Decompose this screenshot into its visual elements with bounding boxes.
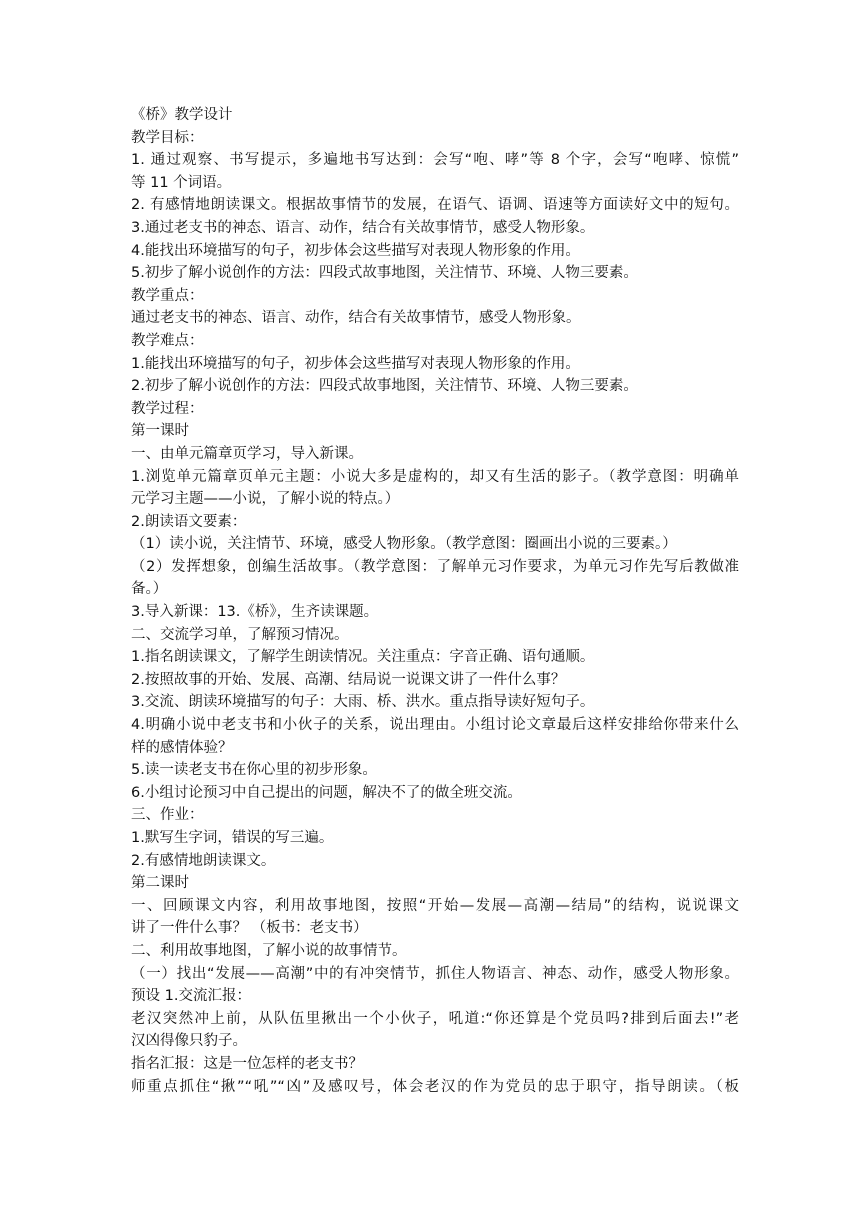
document-line: 一、回顾课文内容，利用故事地图，按照“开始—发展—高潮—结局”的结构，说说课文 — [131, 897, 739, 914]
document-line: 4.能找出环境描写的句子，初步体会这些描写对表现人物形象的作用。 — [131, 242, 580, 259]
document-line: 4.明确小说中老支书和小伙子的关系，说出理由。小组讨论文章最后这样安排给你带来什么 — [131, 717, 739, 734]
document-line: 指名汇报：这是一位怎样的老支书？ — [131, 1055, 363, 1072]
document-line: 1.浏览单元篇章页单元主题：小说大多是虚构的，却又有生活的影子。（教学意图：明确单 — [131, 468, 739, 485]
document-line: 元学习主题——小说，了解小说的特点。） — [131, 491, 400, 508]
document-line: 2. 有感情地朗读课文。根据故事情节的发展，在语气、语调、语速等方面读好文中的短句。 — [131, 197, 739, 214]
document-line: 老汉突然冲上前，从队伍里揪出一个小伙子，吼道:“你还算是个党员吗?排到后面去!”老 — [131, 1010, 739, 1027]
document-line: 通过老支书的神态、语言、动作，结合有关故事情节，感受人物形象。 — [131, 310, 581, 327]
document-line: 汉凶得像只豹子。 — [131, 1033, 247, 1050]
document-line: 1. 通过观察、书写提示，多遍地书写达到：会写“咆、哮”等 8 个字，会写“咆哮、惊慌” — [131, 152, 739, 169]
document-line: 备。） — [131, 581, 168, 598]
document-line: 一、由单元篇章页学习，导入新课。 — [131, 445, 363, 462]
document-line: 二、利用故事地图，了解小说的故事情节。 — [131, 942, 407, 959]
document-line: 教学过程： — [131, 400, 204, 417]
document-line: 3.通过老支书的神态、语言、动作，结合有关故事情节，感受人物形象。 — [131, 219, 595, 236]
document-line: 2.按照故事的开始、发展、高潮、结局说一说课文讲了一件什么事？ — [131, 671, 566, 688]
document-line: 第一课时 — [131, 423, 189, 440]
document-line: 1.指名朗读课文，了解学生朗读情况。关注重点：字音正确、语句通顺。 — [131, 649, 595, 666]
document-line: （1）读小说，关注情节、环境，感受人物形象。（教学意图：圈画出小说的三要素。） — [131, 536, 677, 553]
document-line: （一）找出“发展——高潮”中的有冲突情节，抓住人物语言、神态、动作，感受人物形象。 — [131, 965, 739, 982]
document-line: 师重点抓住“揪”“吼”“凶”及感叹号，体会老汉的作为党员的忠于职守，指导朗读。（板 — [131, 1078, 739, 1095]
document-line: 2.有感情地朗读课文。 — [131, 852, 276, 869]
document-line: 2.初步了解小说创作的方法：四段式故事地图，关注情节、环境、人物三要素。 — [131, 378, 638, 395]
document-line: （2）发挥想象，创编生活故事。（教学意图：了解单元习作要求，为单元习作先写后教做准 — [131, 558, 739, 575]
document-line: 5.读一读老支书在你心里的初步形象。 — [131, 762, 377, 779]
document-line: 等 11 个词语。 — [131, 174, 232, 191]
document-line: 二、交流学习单，了解预习情况。 — [131, 626, 349, 643]
document-line: 讲了一件什么事？ （板书：老支书） — [131, 920, 368, 937]
document-line: 6.小组讨论预习中自己提出的问题，解决不了的做全班交流。 — [131, 784, 522, 801]
document-line: 样的感情体验？ — [131, 739, 233, 756]
document-line: 1.默写生字词，错误的写三遍。 — [131, 830, 334, 846]
document-line: 预设 1.交流汇报： — [131, 988, 251, 1005]
document-line: 三、作业： — [131, 807, 204, 824]
document-line: 1.能找出环境描写的句子，初步体会这些描写对表现人物形象的作用。 — [131, 355, 580, 372]
document-line: 教学目标： — [131, 129, 204, 146]
document-line: 教学重点： — [131, 287, 204, 304]
document-line: 教学难点： — [131, 332, 204, 349]
document-line: 第二课时 — [131, 875, 189, 892]
document-line: 3.导入新课：13.《桥》，生齐读课题。 — [131, 604, 379, 621]
document-line: 《桥》教学设计 — [131, 107, 233, 123]
document-line: 2.朗读语文要素： — [131, 513, 247, 530]
document-line: 5.初步了解小说创作的方法：四段式故事地图，关注情节、环境、人物三要素。 — [131, 265, 638, 282]
document-page — [131, 104, 739, 1098]
document-line: 3.交流、朗读环境描写的句子：大雨、桥、洪水。重点指导读好短句子。 — [131, 694, 595, 711]
